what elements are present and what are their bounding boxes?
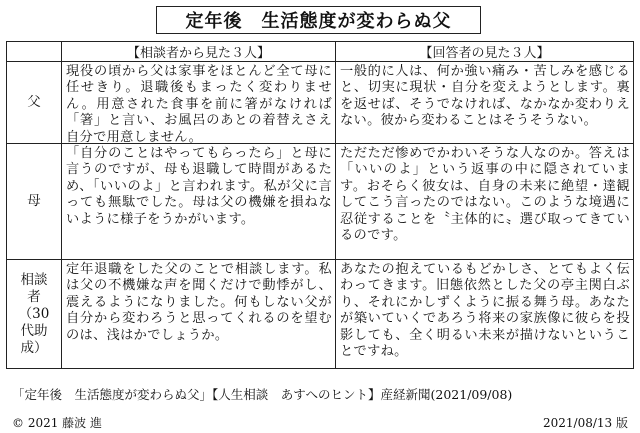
cell-consulter-consulter: 定年退職をした父のことで相談します。私は父の不機嫌な声を聞くだけで動悸がし、震えるようになりました。何もしない父が自分から変わろうと思ってくれるのを望むのは、浅はかでしょうか。 bbox=[66, 262, 332, 343]
cell-consulter-answerer: あなたの抱えているもどかしさ、とてもよく伝わってきます。旧態依然とした父の亭主関白ぶり、それにかしずくように振る舞う母。あなたが築いていくであろう将来の家族像に彼らを投影しても、全く明るい未来が描けないということですね。 bbox=[340, 262, 630, 360]
header-answerer: 【回答者の見た３人】 bbox=[419, 46, 550, 61]
source-citation: 「定年後 生活態度が変わらぬ父」【人生相談 あすへのヒント】産経新聞(2021/09/08) bbox=[12, 387, 513, 402]
row-label-consulter: 相談者（30代助成） bbox=[18, 271, 50, 356]
copyright-notice: © 2021 藤波 進 bbox=[12, 416, 102, 430]
comparison-table bbox=[6, 41, 634, 369]
version-date: 2021/08/13 版 bbox=[543, 416, 628, 430]
row-label-mother: 母 bbox=[27, 193, 41, 209]
header-consulter: 【相談者から見た３人】 bbox=[126, 46, 270, 61]
cell-father-consulter: 現役の頃から父は家事をほとんど全て母に任せきり。退職後もまったく変わりません。用意された食事を前に箸がなければ「箸」と言い、お風呂のあとの着替えさえ自分で用意しません。 bbox=[66, 64, 332, 143]
cell-mother-answerer: ただただ惨めでかわいそうな人なのか。答えは「いいのよ」という返事の中に隠されています。おそらく彼女は、自身の未来に絶望・達観してこう言ったのではない。このような境遇に忍従することを〝主体的に〟選び取ってきているのです。 bbox=[340, 146, 630, 244]
cell-father-answerer: 一般的に人は、何か強い痛み・苦しみを感じると、切実に現状・自分を変えようとします。裏を返せば、そうでなければ、なかなか変わりえない。彼から変わることはそうそうない。 bbox=[340, 64, 630, 129]
cell-mother-consulter: 「自分のことはやってもらったら」と母に言うのですが、母も退職して時間があるため、「いいのよ」と言われます。私が父に言っても無駄でした。母は父の機嫌を損ねないように様子をうかがいます。 bbox=[66, 146, 332, 227]
document-title: 定年後 生活態度が変わらぬ父 bbox=[156, 6, 481, 34]
row-label-father: 父 bbox=[27, 94, 41, 110]
